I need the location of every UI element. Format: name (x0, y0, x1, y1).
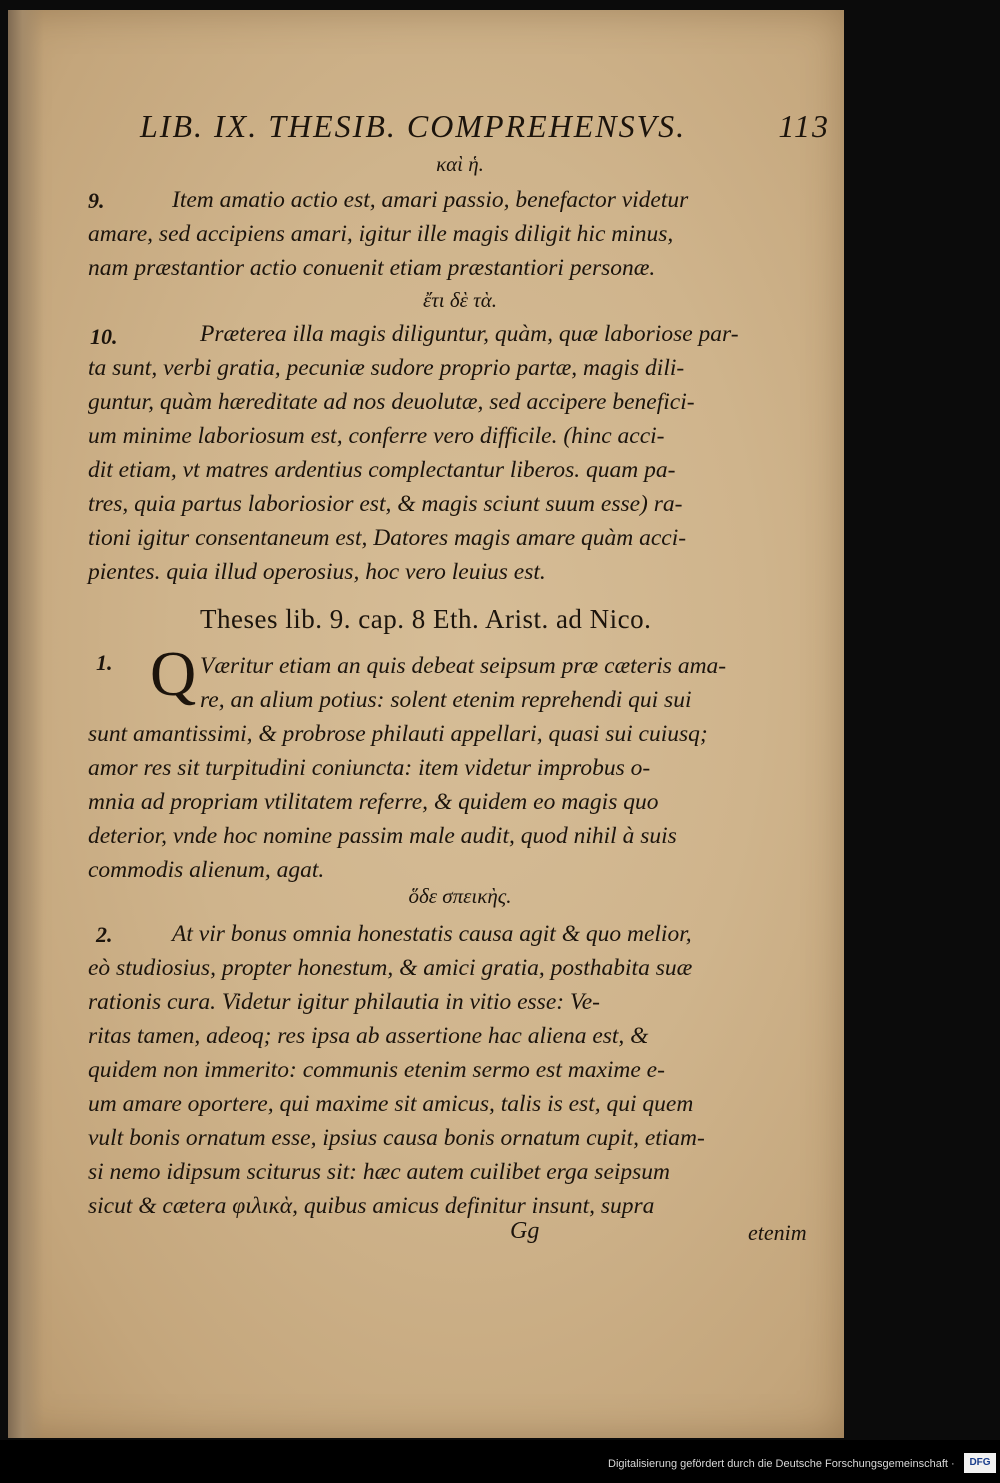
running-title: LIB. IX. THESIB. COMPREHENSVS. (140, 108, 687, 144)
signature-mark: Gg (510, 1218, 540, 1244)
paragraph-10-line-7: tioni igitur consentaneum est, Datores magis amare quàm acci- (88, 525, 687, 551)
thesis-number-2: 2. (96, 922, 113, 947)
greek-lemma-1: καὶ ἡ. (436, 152, 484, 176)
paragraph-10-line-1: Præterea illa magis diliguntur, quàm, quæ laboriose par- (200, 321, 739, 347)
paragraph-9-line-3: nam præstantior actio conuenit etiam præstantiori personæ. (88, 255, 656, 281)
paragraph-number-9: 9. (88, 188, 105, 213)
thesis-1-line-2: re, an alium potius: solent etenim reprehendi qui sui (200, 687, 692, 713)
paragraph-10-line-8: pientes. quia illud operosius, hoc vero leuius est. (88, 559, 546, 585)
thesis-1-line-6: deterior, vnde hoc nomine passim male audit, quod nihil à suis (88, 823, 677, 849)
page-number: 113 (778, 108, 830, 144)
thesis-1-line-1: Væritur etiam an quis debeat seipsum præ cæteris ama- (200, 653, 727, 679)
paragraph-10-line-4: um minime laboriosum est, conferre vero difficile. (hinc acci- (88, 423, 665, 449)
dfg-logo: DFG (964, 1453, 996, 1473)
thesis-2-line-3: rationis cura. Videtur igitur philautia in vitio esse: Ve- (88, 989, 600, 1015)
thesis-1-line-7: commodis alienum, agat. (88, 857, 325, 883)
paragraph-10-line-2: ta sunt, verbi gratia, pecuniæ sudore proprio partæ, magis dili- (88, 355, 685, 381)
thesis-2-line-2: eò studiosius, propter honestum, & amici gratia, posthabita suæ (88, 955, 693, 981)
thesis-1-line-5: mnia ad propriam vtilitatem referre, & quidem eo magis quo (88, 789, 659, 815)
greek-lemma-2: ἔτι δὲ τὰ. (423, 288, 497, 312)
paragraph-number-10: 10. (90, 324, 118, 349)
greek-lemma-3: ὅδε σπεικὴς. (408, 884, 512, 908)
thesis-2-line-1: At vir bonus omnia honestatis causa agit & quo melior, (172, 921, 692, 947)
thesis-2-line-6: um amare oportere, qui maxime sit amicus, talis is est, qui quem (88, 1091, 694, 1117)
thesis-1-line-3: sunt amantissimi, & probrose philauti appellari, quasi sui cuiusq; (88, 721, 708, 747)
section-heading: Theses lib. 9. cap. 8 Eth. Arist. ad Nico. (200, 604, 652, 634)
thesis-2-line-8: si nemo idipsum sciturus sit: hæc autem cuilibet erga seipsum (88, 1159, 671, 1185)
paragraph-10-line-5: dit etiam, vt matres ardentius complectantur liberos. quam pa- (88, 457, 676, 483)
page-gutter (8, 10, 44, 1438)
thesis-2-line-4: ritas tamen, adeoq; res ipsa ab assertione hac aliena est, & (88, 1023, 649, 1049)
catchword: etenim (748, 1220, 807, 1245)
drop-capital: Q (150, 638, 197, 709)
paragraph-10-line-6: tres, quia partus laboriosior est, & magis sciunt suum esse) ra- (88, 491, 683, 517)
thesis-2-line-5: quidem non immerito: communis etenim sermo est maxime e- (88, 1057, 665, 1083)
thesis-2-line-7: vult bonis ornatum esse, ipsius causa bonis ornatum cupit, etiam- (88, 1125, 705, 1151)
thesis-1-line-4: amor res sit turpitudini coniuncta: item videtur improbus o- (88, 755, 651, 781)
thesis-number-1: 1. (96, 650, 113, 675)
thesis-2-line-9: sicut & cætera φιλικὰ, quibus amicus definitur insunt, supra (88, 1193, 655, 1219)
paragraph-10-line-3: guntur, quàm hæreditate ad nos deuolutæ, sed accipere benefici- (88, 389, 695, 415)
paragraph-9-line-1: Item amatio actio est, amari passio, benefactor videtur (172, 187, 689, 213)
digitization-credit: Digitalisierung gefördert durch die Deutsche Forschungsgemeinschaft · (608, 1458, 955, 1470)
paragraph-9-line-2: amare, sed accipiens amari, igitur ille magis diligit hic minus, (88, 221, 674, 247)
